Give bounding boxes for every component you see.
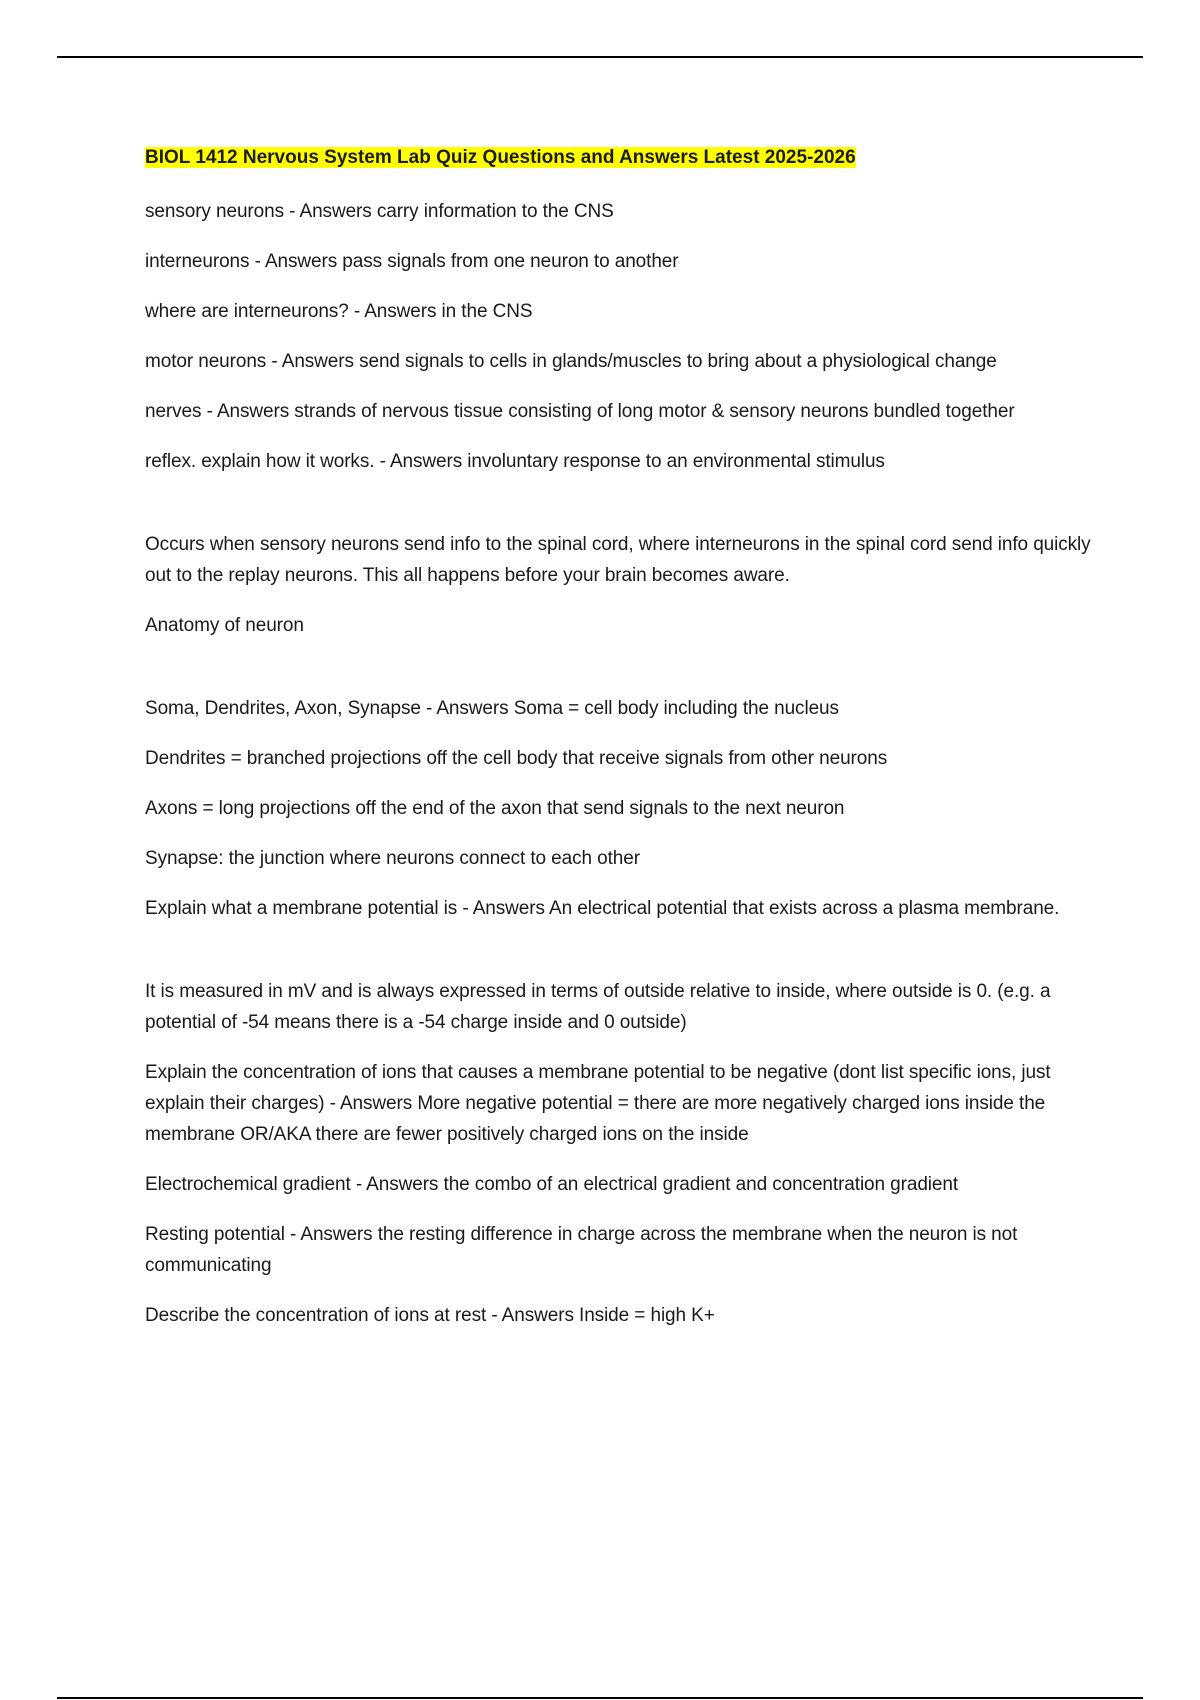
paragraph-where-interneurons: where are interneurons? - Answers in the CNS [145,301,533,322]
paragraph-resting-potential: Resting potential - Answers the resting difference in charge across the membrane when the neuron is not communicating [145,1224,1018,1276]
paragraph-ion-concentration: Explain the concentration of ions that causes a membrane potential to be negative (dont list specific ions, just explain their charges) - Answers More negative potential = there are more negatively charged ions inside the membrane OR/AKA there are fewer positively charged ions on the inside [145,1062,1051,1145]
paragraph-synapse: Synapse: the junction where neurons connect to each other [145,848,640,869]
top-rule [57,56,1143,58]
bottom-rule [57,1697,1143,1699]
highlighted-title-text: BIOL 1412 Nervous System Lab Quiz Questions and Answers Latest 2025-2026 [145,147,856,168]
paragraph-soma: Soma, Dendrites, Axon, Synapse - Answers Soma = cell body including the nucleus [145,698,839,719]
paragraph-reflex: reflex. explain how it works. - Answers involuntary response to an environmental stimulus [145,451,885,472]
paragraph-interneurons: interneurons - Answers pass signals from one neuron to another [145,251,679,272]
paragraph-membrane-potential: Explain what a membrane potential is - Answers An electrical potential that exists across a plasma membrane. [145,898,1060,919]
paragraph-electrochemical-gradient: Electrochemical gradient - Answers the combo of an electrical gradient and concentration gradient [145,1174,959,1195]
document-title [145,146,1105,170]
paragraph-motor-neurons: motor neurons - Answers send signals to cells in glands/muscles to bring about a physiological change [145,351,997,372]
paragraph-axons: Axons = long projections off the end of the axon that send signals to the next neuron [145,798,845,819]
paragraph-reflex-explanation: Occurs when sensory neurons send info to the spinal cord, where interneurons in the spinal cord send info quickly out to the replay neurons. This all happens before your brain becomes aware. [145,534,1091,586]
paragraph-anatomy-heading: Anatomy of neuron [145,615,304,636]
document-body [145,146,1105,1350]
paragraph-nerves: nerves - Answers strands of nervous tissue consisting of long motor & sensory neurons bundled together [145,401,1015,422]
paragraph-measured-mv: It is measured in mV and is always expressed in terms of outside relative to inside, where outside is 0. (e.g. a potential of -54 means there is a -54 charge inside and 0 outside) [145,981,1051,1033]
paragraph-sensory-neurons: sensory neurons - Answers carry information to the CNS [145,201,614,222]
paragraph-ions-at-rest: Describe the concentration of ions at rest - Answers Inside = high K+ [145,1305,715,1326]
paragraph-dendrites: Dendrites = branched projections off the cell body that receive signals from other neurons [145,748,888,769]
